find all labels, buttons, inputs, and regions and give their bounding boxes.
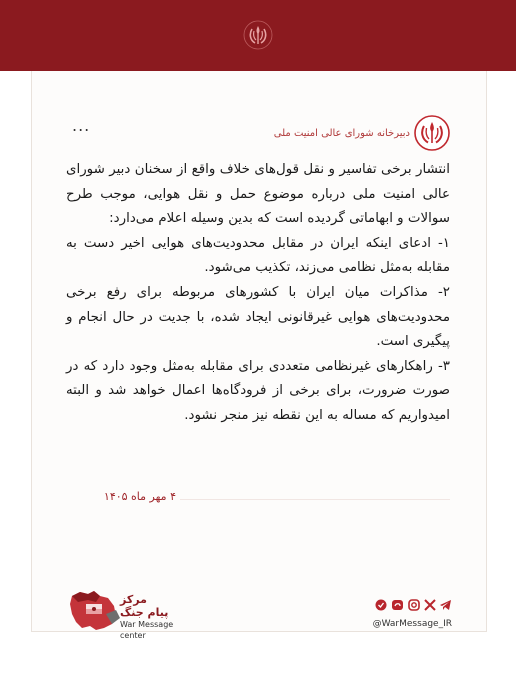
point-3: ۳- راهکارهای غیرنظامی متعددی برای مقابله به‌مثل وجود دارد که در صورت ضرورت، برای برخی از فرودگاه‌ها اعمال خواهد شد و البته امیدواریم که مساله به این نقطه نیز منجر نشود. [66,358,450,423]
war-message-logo-text [120,594,200,641]
statement-body [66,158,450,429]
intro-paragraph: انتشار برخی تفاسیر و نقل قول‌های خلاف واقع از سخنان دبیر شورای عالی امنیت ملی درباره موضوع حمل و نقل هوایی، موجب طرح سوالات و ابهاماتی گردیده است که بدین وسیله اعلام می‌دارد: [66,162,450,227]
iran-emblem-icon [243,20,273,50]
logo-fa-line2: پیام جنگ [120,606,169,619]
social-icons [374,598,452,612]
statement-date: ۴ مهر ماه ۱۴۰۵ [103,490,176,503]
instagram-icon[interactable] [409,600,419,610]
logo-fa-line1: مرکز [120,593,147,606]
bale-icon[interactable] [376,600,387,611]
point-1: ۱- ادعای اینکه ایران در مقابل محدودیت‌های هوایی اخیر دست به مقابله به‌مثل نظامی می‌زند، تکذیب می‌شود. [66,235,450,276]
social-handle[interactable]: @WarMessage_IR [372,619,452,629]
x-icon[interactable] [425,600,435,610]
logo-en-line2: center [120,631,146,640]
top-banner [0,0,516,71]
war-message-logo-icon [66,588,122,634]
logo-en-line1: War Message [120,620,174,629]
iran-emblem-icon [414,115,450,151]
eitaa-icon[interactable] [392,600,403,610]
point-2: ۲- مذاکرات میان ایران با کشورهای مربوطه برای رفع برخی محدودیت‌های هوایی غیرقانونی ایجاد شده، با جدیت در حال انجام و پیگیری است. [66,284,450,350]
telegram-icon[interactable] [440,600,451,610]
source-title: دبیرخانه شورای عالی امنیت ملی [273,128,410,139]
more-options-icon[interactable]: ... [72,116,91,135]
divider [180,499,450,500]
